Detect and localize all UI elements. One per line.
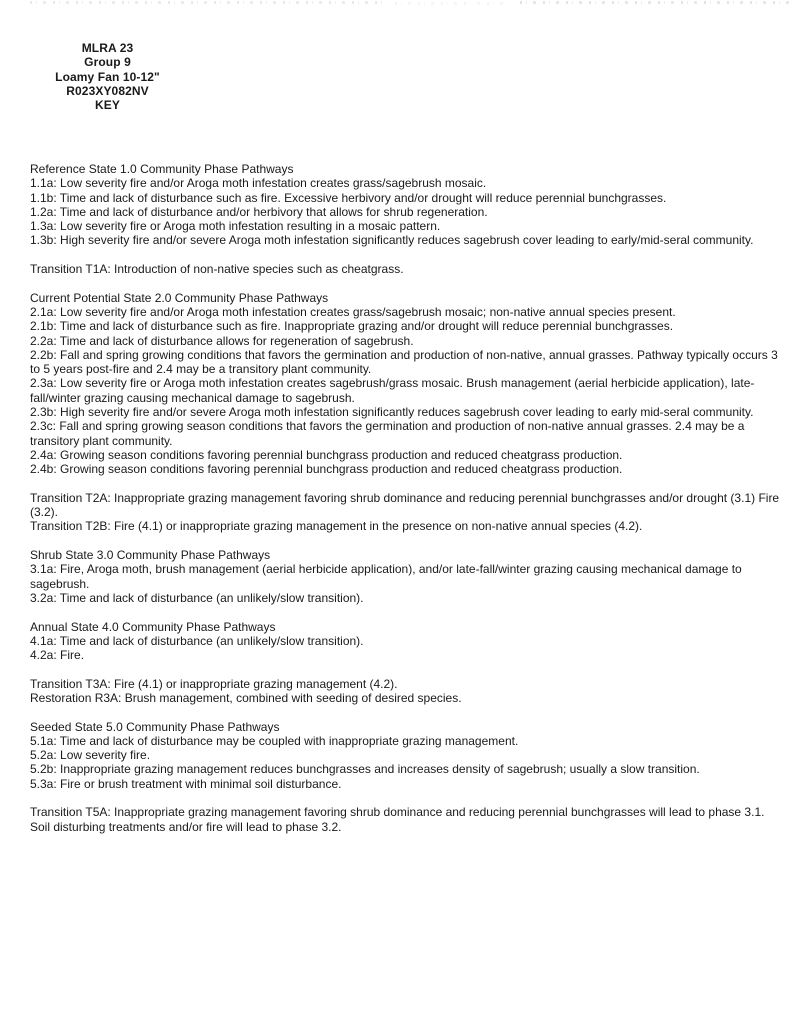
header-line-2: Loamy Fan 10-12" <box>55 69 160 84</box>
reference-state-1-line-2: 1.1b: Time and lack of disturbance such as fire. Excessive herbivory and/or drought will reduce perennial bunchgrasses. <box>30 190 667 205</box>
para-transition-t3a-restoration-r3a <box>30 677 783 706</box>
current-potential-state-2-line-8: 2.4a: Growing season conditions favoring perennial bunchgrass production and reduced cheatgrass production. <box>30 447 623 462</box>
transition-t1a-line-0: Transition T1A: Introduction of non-native species such as cheatgrass. <box>30 262 404 277</box>
transition-t3a-restoration-r3a-line-0: Transition T3A: Fire (4.1) or inappropriate grazing management (4.2). <box>30 676 398 691</box>
transition-t5a-line-0: Transition T5A: Inappropriate grazing management favoring shrub dominance and reducing perennial bunchgrasses will lead to phase 3.1. Soil disturbing treatments and/or fire will lead to phase 3.2. <box>30 805 765 834</box>
document-body <box>30 162 783 848</box>
seeded-state-5-line-4: 5.3a: Fire or brush treatment with minimal soil disturbance. <box>30 776 342 791</box>
para-transitions-t2 <box>30 491 783 534</box>
current-potential-state-2-line-6: 2.3b: High severity fire and/or severe Aroga moth infestation significantly reduces sagebrush cover leading to early mid-seral community. <box>30 405 754 420</box>
current-potential-state-2-line-3: 2.2a: Time and lack of disturbance allows for regeneration of sagebrush. <box>30 333 414 348</box>
header-line-1: Group 9 <box>84 55 131 70</box>
transitions-t2-line-1: Transition T2B: Fire (4.1) or inappropriate grazing management in the presence on non-native annual species (4.2). <box>30 519 643 534</box>
current-potential-state-2-line-7: 2.3c: Fall and spring growing season conditions that favors the germination and production of non-native annual grasses. 2.4 may be a transitory plant community. <box>30 419 745 448</box>
shrub-state-3-line-0: Shrub State 3.0 Community Phase Pathways <box>30 548 271 563</box>
para-seeded-state-5 <box>30 720 783 791</box>
scan-artifact-top-mid <box>395 2 510 5</box>
seeded-state-5-line-3: 5.2b: Inappropriate grazing management reduces bunchgrasses and increases density of sagebrush; usually a slow transition. <box>30 762 700 777</box>
current-potential-state-2-line-9: 2.4b: Growing season conditions favoring perennial bunchgrass production and reduced cheatgrass production. <box>30 462 623 477</box>
annual-state-4-line-0: Annual State 4.0 Community Phase Pathways <box>30 619 276 634</box>
annual-state-4-line-2: 4.2a: Fire. <box>30 648 85 663</box>
transitions-t2-line-0: Transition T2A: Inappropriate grazing management favoring shrub dominance and reducing perennial bunchgrasses and/or drought (3.1) Fire (3.2). <box>30 490 780 520</box>
transition-t3a-restoration-r3a-line-1: Restoration R3A: Brush management, combined with seeding of desired species. <box>30 690 462 705</box>
scan-artifact-top-right <box>520 1 792 4</box>
current-potential-state-2-line-5: 2.3a: Low severity fire or Aroga moth infestation creates sagebrush/grass mosaic. Brush management (aerial herbicide application), late-fall/winter grazing causing mechanical damage to sagebrush. <box>30 376 755 405</box>
header-line-0: MLRA 23 <box>81 41 134 55</box>
para-shrub-state-3 <box>30 548 783 605</box>
reference-state-1-line-1: 1.1a: Low severity fire and/or Aroga moth infestation creates grass/sagebrush mosaic. <box>30 176 487 191</box>
header-line-4: KEY <box>95 98 120 113</box>
para-transition-t5a <box>30 805 783 834</box>
scan-artifact-top-left <box>30 1 385 4</box>
reference-state-1-line-5: 1.3b: High severity fire and/or severe Aroga moth infestation significantly reduces sagebrush cover leading to early/mid-seral community. <box>30 233 754 248</box>
para-current-potential-state-2 <box>30 291 783 477</box>
reference-state-1-line-0: Reference State 1.0 Community Phase Pathways <box>30 162 294 176</box>
para-reference-state-1 <box>30 162 783 248</box>
seeded-state-5-line-0: Seeded State 5.0 Community Phase Pathways <box>30 719 280 734</box>
shrub-state-3-line-2: 3.2a: Time and lack of disturbance (an unlikely/slow transition). <box>30 590 364 605</box>
seeded-state-5-line-1: 5.1a: Time and lack of disturbance may be coupled with inappropriate grazing management. <box>30 733 519 748</box>
para-annual-state-4 <box>30 620 783 663</box>
seeded-state-5-line-2: 5.2a: Low severity fire. <box>30 748 151 763</box>
reference-state-1-line-4: 1.3a: Low severity fire or Aroga moth infestation resulting in a mosaic pattern. <box>30 219 441 234</box>
current-potential-state-2-line-4: 2.2b: Fall and spring growing conditions that favors the germination and production of non-native, annual grasses. Pathway typically occurs 3 to 5 years post-fire and 2.4 may be a transitory plant community. <box>30 347 778 377</box>
header-line-3: R023XY082NV <box>66 83 149 98</box>
current-potential-state-2-line-0: Current Potential State 2.0 Community Phase Pathways <box>30 290 329 305</box>
annual-state-4-line-1: 4.1a: Time and lack of disturbance (an unlikely/slow transition). <box>30 633 364 648</box>
document-header <box>28 41 187 112</box>
shrub-state-3-line-1: 3.1a: Fire, Aroga moth, brush management (aerial herbicide application), and/or late-fall/winter grazing causing mechanical damage to sagebrush. <box>30 562 742 591</box>
reference-state-1-line-3: 1.2a: Time and lack of disturbance and/or herbivory that allows for shrub regeneration. <box>30 204 488 219</box>
current-potential-state-2-line-1: 2.1a: Low severity fire and/or Aroga moth infestation creates grass/sagebrush mosaic; non-native annual species present. <box>30 304 676 319</box>
current-potential-state-2-line-2: 2.1b: Time and lack of disturbance such as fire. Inappropriate grazing and/or drought will reduce perennial bunchgrasses. <box>30 319 674 334</box>
para-transition-t1a <box>30 262 783 276</box>
